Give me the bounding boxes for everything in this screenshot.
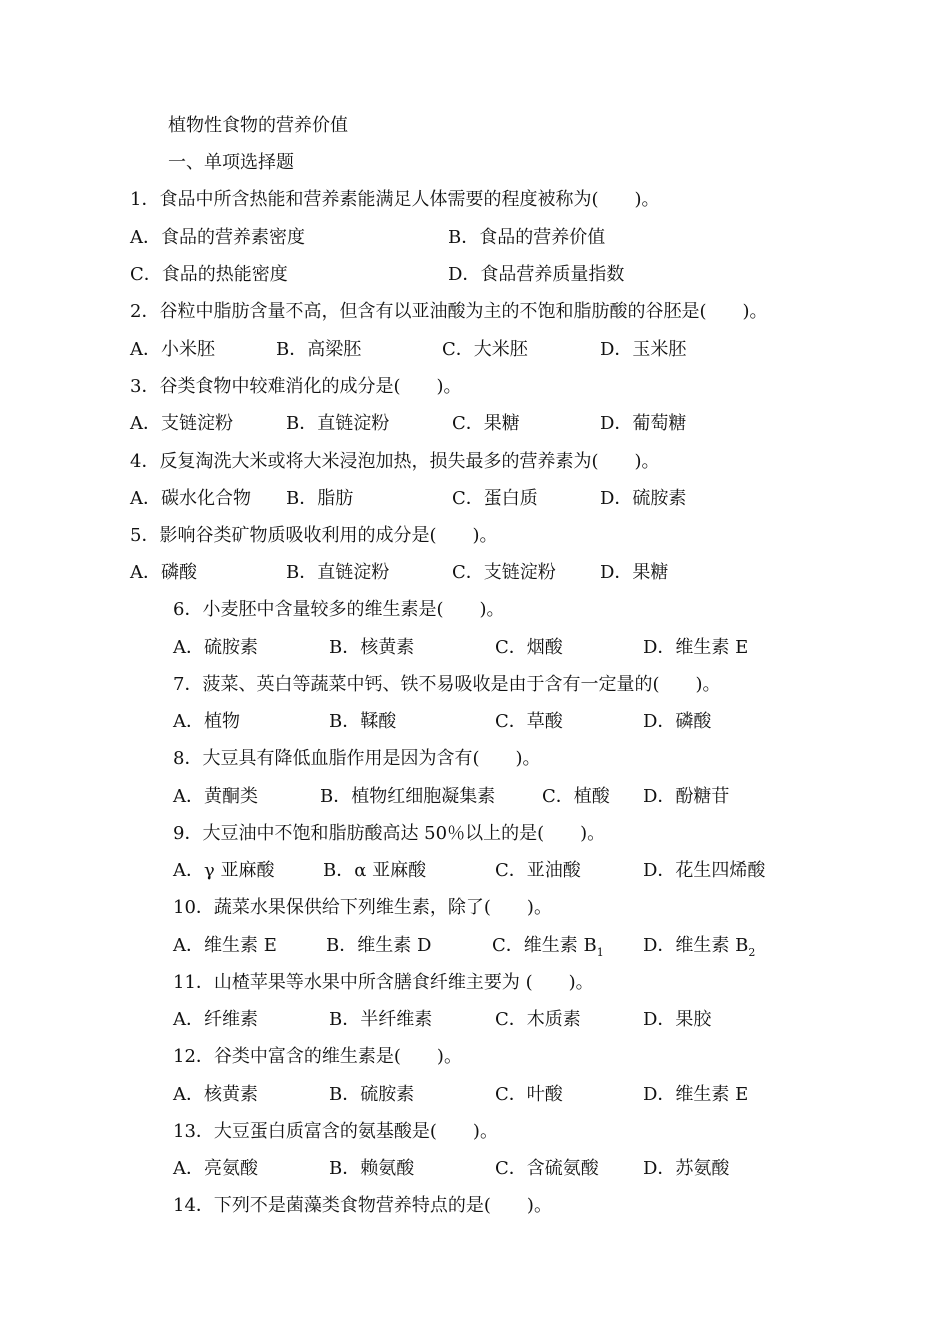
option-a: A．支链淀粉	[130, 413, 233, 434]
option-b: B．直链淀粉	[286, 562, 390, 583]
option-c	[492, 934, 604, 958]
question-stem: 9．大豆油中不饱和脂肪酸高达 50％以上的是( )。	[173, 823, 606, 844]
option-b: B．植物红细胞凝集素	[320, 786, 496, 807]
option-c-text: C．维生素 B	[492, 935, 597, 956]
option-d: D．磷酸	[643, 711, 712, 732]
option-b: B．硫胺素	[329, 1084, 415, 1105]
option-c: C．果糖	[452, 413, 520, 434]
question-stem: 4．反复淘洗大米或将大米浸泡加热，损失最多的营养素为( )。	[130, 451, 660, 472]
option-b: B．高梁胚	[276, 339, 362, 360]
option-d: D．酚糖苷	[643, 786, 730, 807]
option-a: A．γ 亚麻酸	[173, 860, 275, 881]
question-stem: 1．食品中所含热能和营养素能满足人体需要的程度被称为( )。	[130, 189, 660, 210]
question-stem: 14．下列不是菌藻类食物营养特点的是( )。	[173, 1195, 552, 1216]
option-b: B．脂肪	[286, 488, 354, 509]
option-b: B．赖氨酸	[329, 1158, 415, 1179]
option-b: B．食品的营养价值	[448, 227, 606, 248]
question-stem: 6．小麦胚中含量较多的维生素是( )。	[173, 599, 505, 620]
option-a: A．磷酸	[130, 562, 197, 583]
option-a: A．亮氨酸	[173, 1158, 258, 1179]
option-d: D．维生素 E	[643, 1084, 749, 1105]
option-a: A．植物	[173, 711, 240, 732]
option-c: C．大米胚	[442, 339, 528, 360]
option-c: C．食品的热能密度	[130, 264, 288, 285]
option-d: D．苏氨酸	[643, 1158, 730, 1179]
option-c: C．亚油酸	[495, 860, 581, 881]
question-stem: 10．蔬菜水果保供给下列维生素，除了( )。	[173, 897, 552, 918]
question-stem: 3．谷类食物中较难消化的成分是( )。	[130, 376, 462, 397]
option-a: A．硫胺素	[173, 637, 258, 658]
option-a: A．核黄素	[173, 1084, 258, 1105]
option-a: A．黄酮类	[173, 786, 258, 807]
option-d: D．维生素 E	[643, 637, 749, 658]
option-c: C．支链淀粉	[452, 562, 556, 583]
subscript: 1	[596, 946, 604, 959]
option-c: C．含硫氨酸	[495, 1158, 599, 1179]
option-a: A．食品的营养素密度	[130, 227, 305, 248]
option-a: A．小米胚	[130, 339, 215, 360]
document-title: 植物性食物的营养价值	[168, 115, 348, 136]
option-d: D．硫胺素	[600, 488, 687, 509]
option-c: C．草酸	[495, 711, 563, 732]
option-c: C．蛋白质	[452, 488, 538, 509]
option-c: C．木质素	[495, 1009, 581, 1030]
option-d	[643, 934, 755, 958]
option-c: C．烟酸	[495, 637, 563, 658]
option-c: C．叶酸	[495, 1084, 563, 1105]
question-stem: 5．影响谷类矿物质吸收利用的成分是( )。	[130, 525, 498, 546]
option-d: D．葡萄糖	[600, 413, 687, 434]
option-b: B．α 亚麻酸	[323, 860, 427, 881]
subscript: 2	[748, 946, 756, 959]
question-stem: 11．山楂苹果等水果中所含膳食纤维主要为 ( )。	[173, 972, 594, 993]
question-stem: 8．大豆具有降低血脂作用是因为含有( )。	[173, 748, 541, 769]
option-d: D．花生四烯酸	[643, 860, 766, 881]
option-d: D．果糖	[600, 562, 669, 583]
option-c: C．植酸	[542, 786, 610, 807]
option-a: A．碳水化合物	[130, 488, 251, 509]
option-a: A．纤维素	[173, 1009, 258, 1030]
option-b: B．直链淀粉	[286, 413, 390, 434]
option-d-text: D．维生素 B	[643, 935, 749, 956]
option-d: D．食品营养质量指数	[448, 264, 625, 285]
option-d: D．果胶	[643, 1009, 712, 1030]
option-d: D．玉米胚	[600, 339, 687, 360]
option-a: A．维生素 E	[173, 935, 277, 956]
option-b: B．核黄素	[329, 637, 415, 658]
option-b: B．鞣酸	[329, 711, 397, 732]
section-heading: 一、单项选择题	[168, 152, 294, 173]
option-b: B．维生素 D	[326, 935, 432, 956]
option-b: B．半纤维素	[329, 1009, 433, 1030]
question-stem: 13．大豆蛋白质富含的氨基酸是( )。	[173, 1121, 498, 1142]
question-stem: 12．谷类中富含的维生素是( )。	[173, 1046, 462, 1067]
question-stem: 7．菠菜、英白等蔬菜中钙、铁不易吸收是由于含有一定量的( )。	[173, 674, 721, 695]
question-stem: 2．谷粒中脂肪含量不高，但含有以亚油酸为主的不饱和脂肪酸的谷胚是( )。	[130, 301, 768, 322]
